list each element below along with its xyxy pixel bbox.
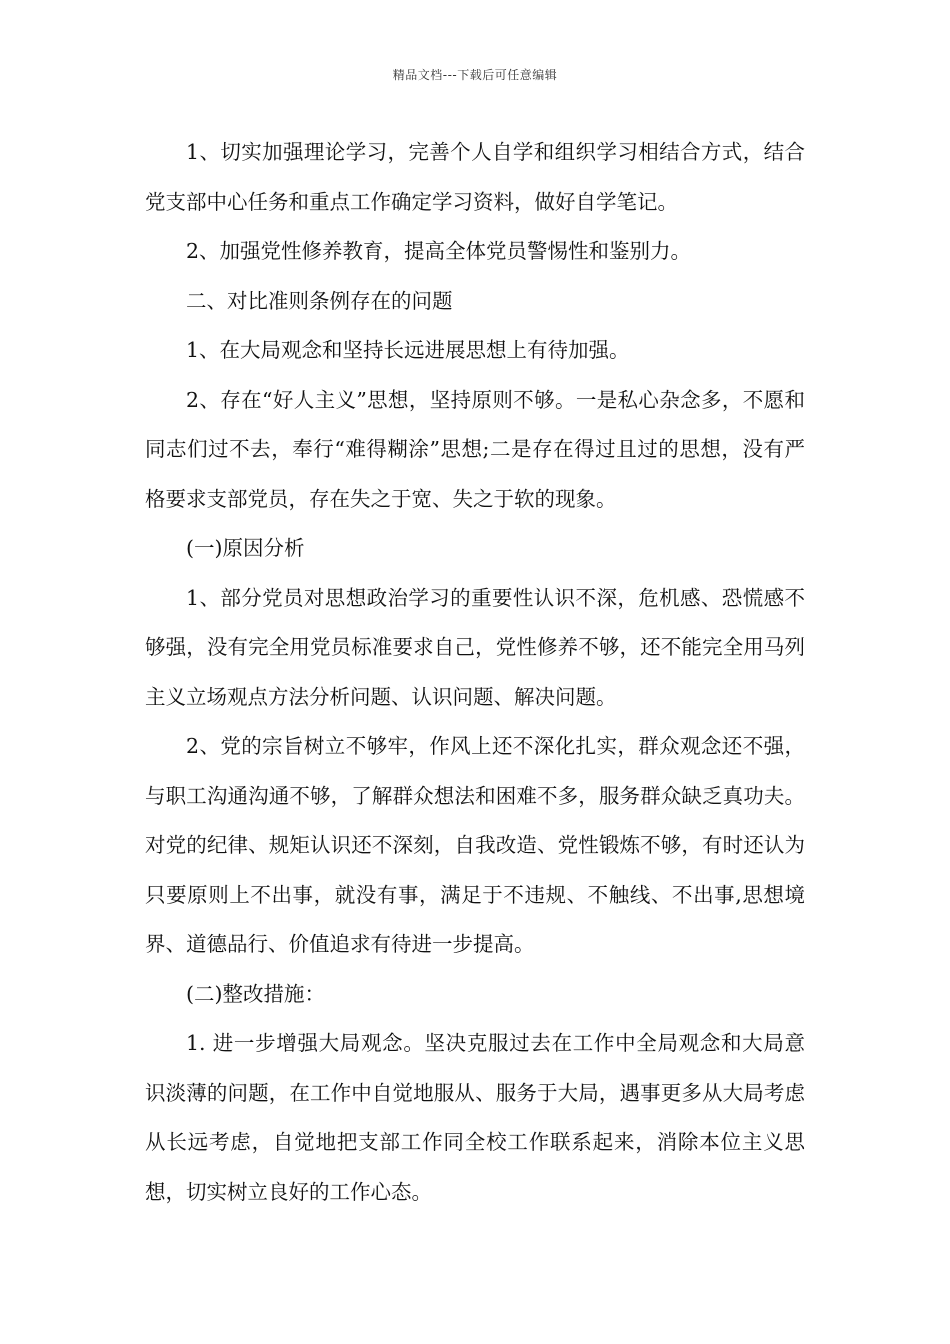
paragraph: 1、部分党员对思想政治学习的重要性认识不深，危机感、恐慌感不够强，没有完全用党员标准要求自己，党性修养不够，还不能完全用马列主义立场观点方法分析问题、认识问题、解决问题。	[145, 585, 805, 709]
paragraph: 1、在大局观念和坚持长远进展思想上有待加强。	[186, 338, 630, 362]
paragraph: 1、切实加强理论学习，完善个人自学和组织学习相结合方式，结合党支部中心任务和重点工作确定学习资料，做好自学笔记。	[145, 140, 805, 214]
document-body	[145, 128, 805, 1217]
paragraph: 1. 进一步增强大局观念。坚决克服过去在工作中全局观念和大局意识淡薄的问题，在工作中自觉地服从、服务于大局，遇事更多从大局考虑从长远考虑，自觉地把支部工作同全校工作联系起来，消除本位主义思想，切实树立良好的工作心态。	[145, 1031, 805, 1204]
page-header: 精品文档---下载后可任意编辑	[392, 68, 558, 82]
paragraph: 2、加强党性修养教育，提高全体党员警惕性和鉴别力。	[186, 239, 692, 263]
section-heading: 二、对比准则条例存在的问题	[186, 288, 453, 313]
paragraph: 2、存在“好人主义”思想，坚持原则不够。一是私心杂念多，不愿和同志们过不去，奉行“难得糊涂”思想;二是存在得过且过的思想，没有严格要求支部党员，存在失之于宽、失之于软的现象。	[145, 387, 805, 511]
subsection-heading: (一)原因分析	[186, 536, 305, 560]
subsection-heading: (二)整改措施：	[186, 981, 325, 1006]
paragraph: 2、党的宗旨树立不够牢，作风上还不深化扎实，群众观念还不强，与职工沟通沟通不够，了解群众想法和困难不多，服务群众缺乏真功夫。对党的纪律、规矩认识还不深刻，自我改造、党性锻炼不够，有时还认为只要原则上不出事，就没有事，满足于不违规、不触线、不出事,思想境界、道德品行、价值追求有待进一步提高。	[145, 734, 805, 956]
